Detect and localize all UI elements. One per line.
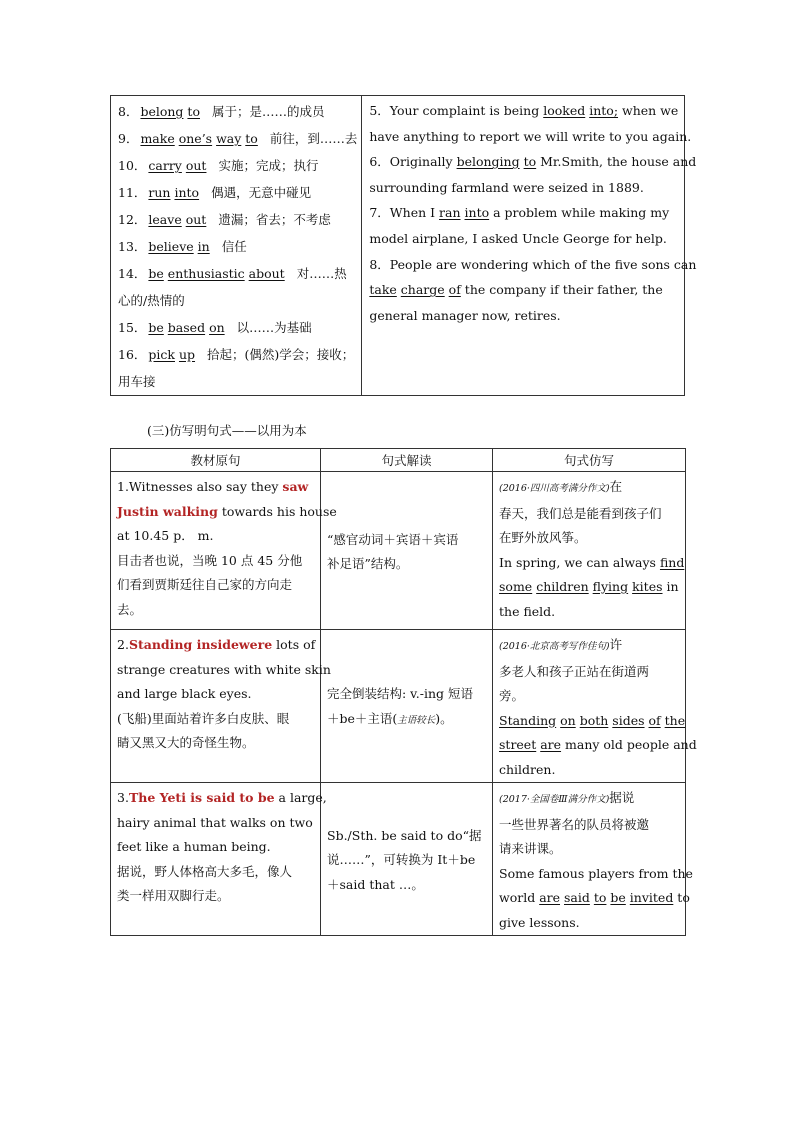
underlined-word: to — [523, 154, 537, 170]
text-segment: 睛又黑又大的奇怪生物。 — [117, 735, 255, 750]
text-segment: the field. — [499, 603, 556, 619]
phrase-item — [118, 260, 357, 314]
text-segment: general manager now, retires. — [369, 307, 561, 323]
phrase-number: 8． — [118, 104, 139, 119]
underlined-word: run — [148, 185, 171, 200]
underlined-word: into — [174, 185, 200, 200]
phrase-number: 11． — [118, 185, 147, 200]
sentence-line — [369, 124, 696, 150]
text-segment: at 10.45 p． m. — [117, 528, 214, 543]
cell-line — [499, 862, 693, 887]
cell-line — [327, 552, 487, 577]
phrase-item — [118, 233, 357, 260]
cell-line — [327, 682, 487, 707]
cell-original — [111, 783, 327, 936]
underlined-word: ran — [439, 205, 461, 221]
table-row — [111, 783, 686, 936]
text-segment: 7．When I — [369, 205, 440, 221]
text-segment: 据说 — [609, 790, 635, 805]
cell-line — [117, 573, 315, 598]
text-segment: 6．Originally — [369, 154, 457, 170]
text-segment: strange creatures with white skin — [117, 661, 331, 677]
cell-line — [117, 682, 315, 707]
underlined-word: charge — [400, 282, 445, 298]
text-segment: 补足语”结构。 — [327, 556, 409, 571]
source-tag: (2016·北京高考写作佳句) — [499, 641, 610, 652]
text-segment: 8．People are wondering which of the five sons can — [369, 256, 697, 272]
underlined-word: about — [248, 266, 285, 281]
cell-line — [499, 886, 690, 911]
underlined-word: sides — [612, 712, 645, 728]
text-segment: 说……”，可转换为 It＋be — [327, 852, 476, 868]
cell-line — [499, 600, 680, 625]
cell-analysis — [321, 472, 493, 630]
text-segment: 类一样用双脚行走。 — [117, 888, 230, 903]
example-sentences — [362, 96, 700, 395]
underlined-word: make — [140, 131, 175, 146]
underlined-word: kites — [632, 579, 663, 594]
phrase-number: 15． — [118, 320, 147, 335]
underlined-word: are — [540, 737, 562, 752]
phrase-table — [110, 95, 697, 396]
phrase-number: 13． — [118, 239, 147, 254]
underlined-word: on — [209, 320, 225, 335]
cell-line — [117, 500, 337, 525]
text-segment: children. — [499, 761, 556, 777]
cell-line — [117, 598, 315, 623]
phrase-list — [111, 96, 362, 395]
phrase-item — [118, 152, 357, 179]
underlined-word: of — [448, 282, 461, 298]
text-segment: surrounding farmland were seized in 1889. — [369, 179, 644, 195]
text-segment: 们看到贾斯廷往自己家的方向走 — [117, 577, 293, 592]
underlined-word: believe — [148, 239, 194, 254]
text-segment: 请来讲课。 — [499, 841, 562, 856]
underlined-word: to — [187, 104, 200, 119]
underlined-word: out — [185, 158, 207, 173]
underlined-word: way — [216, 131, 242, 146]
table-row — [111, 630, 686, 783]
text-segment: 在野外放风筝。 — [499, 530, 587, 545]
underlined-word: children — [536, 579, 589, 594]
underlined-word: some — [499, 579, 533, 594]
source-tag: (2016·四川高考满分作文) — [499, 483, 610, 494]
phrase-number: 10． — [118, 158, 147, 173]
cell-line — [499, 813, 680, 838]
text-segment: 1.Witnesses also say they — [117, 479, 283, 494]
sentence-line — [369, 98, 696, 124]
underlined-word: on — [560, 712, 576, 728]
underlined-word: be — [610, 890, 626, 905]
underlined-word: up — [178, 347, 196, 362]
cell-line — [117, 786, 327, 811]
cell-line — [117, 860, 315, 885]
cell-line — [499, 575, 680, 600]
underlined-word: flying — [592, 579, 629, 594]
cell-imitation — [493, 472, 686, 630]
source-tag: 主语较长 — [397, 714, 436, 726]
text-segment: to — [673, 890, 690, 905]
underlined-word: of — [648, 712, 661, 728]
text-segment: model airplane, I asked Uncle George for help. — [369, 230, 667, 246]
phrase-number: 12． — [118, 212, 147, 227]
text-segment: 春天，我们总是能看到孩子们 — [499, 505, 662, 521]
text-segment: a large, — [274, 790, 327, 805]
text-segment: 目击者也说，当晚 10 点 45 分他 — [117, 552, 303, 568]
cell-line — [499, 709, 686, 734]
cell-line — [499, 475, 680, 502]
text-segment: hairy animal that walks on two — [117, 814, 313, 830]
sentence-line — [369, 303, 696, 329]
cell-line — [117, 658, 331, 683]
sentence-line — [369, 252, 696, 278]
text-segment: 据说，野人体格高大多毛，像人 — [117, 863, 293, 879]
text-segment: when we — [618, 103, 679, 118]
sentence-line — [369, 277, 696, 303]
phrase-item — [118, 179, 357, 206]
text-segment: (飞船)里面站着许多白皮肤、眼 — [117, 710, 290, 726]
text-segment: lots of — [272, 637, 316, 652]
cell-line — [327, 873, 487, 898]
cell-line — [499, 551, 685, 576]
source-tag: (2017·全国卷Ⅲ满分作文) — [499, 794, 610, 805]
cell-line — [117, 731, 315, 756]
cell-line — [499, 758, 680, 783]
text-segment: 2. — [117, 637, 129, 652]
cell-line — [499, 633, 680, 660]
sentence-line — [369, 149, 696, 175]
text-segment: “感官动词＋宾语＋宾语 — [327, 531, 459, 547]
underlined-word: looked — [543, 103, 586, 118]
phrase-item — [118, 314, 357, 341]
underlined-word: the — [664, 712, 686, 728]
cell-line — [327, 707, 487, 734]
underlined-word: in — [197, 239, 210, 254]
highlighted-text: Justin walking — [117, 503, 218, 519]
text-segment: the company if their father, the — [460, 282, 663, 298]
phrase-meaning: 拾起；(偶然)学会；接收；用车接 — [118, 347, 355, 389]
cell-line — [327, 528, 487, 553]
underlined-word: street — [499, 737, 537, 752]
underlined-word: Standing — [499, 712, 557, 728]
phrase-meaning: 以……为基础 — [236, 320, 312, 335]
table-header-row — [111, 449, 686, 472]
text-segment: ＋be＋主语( — [327, 710, 398, 726]
underlined-word: both — [579, 712, 609, 728]
cell-line — [117, 475, 315, 500]
cell-line — [327, 824, 487, 849]
cell-line — [117, 549, 315, 574]
phrase-item — [118, 98, 357, 125]
text-segment: world — [499, 890, 540, 905]
text-segment: have anything to report we will write to you again. — [369, 128, 692, 144]
cell-line — [117, 633, 315, 658]
text-segment: 去。 — [117, 601, 143, 617]
cell-line — [117, 835, 315, 860]
underlined-word: enthusiastic — [167, 266, 245, 281]
underlined-word: be — [148, 320, 164, 335]
cell-original — [111, 472, 337, 630]
text-segment: a problem while making my — [489, 205, 670, 221]
underlined-word: into; — [589, 103, 619, 118]
cell-imitation — [493, 783, 693, 936]
phrase-number: 16． — [118, 347, 147, 362]
sentence-line — [369, 226, 696, 252]
phrase-number: 14． — [118, 266, 147, 281]
underlined-word: take — [369, 282, 397, 298]
header-original: 教材原句 — [111, 449, 321, 472]
underlined-word: invited — [629, 890, 674, 905]
underlined-word: to — [593, 890, 607, 905]
text-segment: 5．Your complaint is being — [369, 103, 544, 118]
underlined-word: belong — [140, 104, 184, 119]
phrase-meaning: 信任 — [221, 239, 247, 254]
text-segment: feet like a human being. — [117, 839, 271, 854]
phrase-meaning: 遗漏；省去；不考虑 — [218, 212, 331, 227]
text-segment: 完全倒装结构: v.-ing 短语 — [327, 686, 473, 701]
text-segment: 许 — [609, 637, 623, 652]
underlined-word: said — [564, 890, 590, 905]
cell-line — [499, 526, 680, 551]
text-segment: 旁。 — [499, 688, 525, 703]
phrase-meaning: 对……热心的/热情的 — [118, 266, 347, 308]
text-segment: give lessons. — [499, 914, 580, 930]
underlined-word: pick — [148, 347, 175, 362]
phrase-item — [118, 206, 357, 233]
text-segment: Some famous players from the — [499, 865, 693, 881]
underlined-word: into — [464, 205, 490, 221]
underlined-word: one’s — [178, 131, 213, 146]
text-segment: in — [662, 579, 679, 594]
underlined-word: are — [539, 890, 561, 905]
cell-line — [499, 660, 680, 685]
text-segment: 一些世界著名的队员将被邀 — [499, 816, 650, 832]
highlighted-text: Standing inside — [128, 637, 239, 652]
highlighted-text: were — [238, 637, 273, 652]
text-segment: towards his house — [217, 503, 337, 519]
cell-line — [117, 707, 315, 732]
header-imitation: 句式仿写 — [493, 449, 686, 472]
phrase-item — [118, 341, 357, 395]
underlined-word: find — [659, 554, 685, 570]
text-segment: 3. — [117, 790, 129, 805]
sentence-pattern-table — [110, 448, 697, 936]
underlined-word: to — [245, 131, 258, 146]
cell-original — [111, 630, 331, 783]
cell-analysis — [321, 783, 493, 936]
cell-line — [499, 733, 697, 758]
text-segment: )。 — [435, 710, 453, 726]
text-segment: Sb./Sth. be said to do“据 — [327, 827, 482, 843]
cell-line — [499, 911, 680, 936]
text-segment: and large black eyes. — [117, 686, 252, 701]
cell-line — [117, 811, 315, 836]
table-row — [111, 472, 686, 630]
underlined-word: leave — [148, 212, 182, 227]
underlined-word: carry — [148, 158, 182, 173]
cell-line — [499, 786, 680, 813]
phrase-item — [118, 125, 357, 152]
cell-line — [499, 684, 680, 709]
cell-line — [327, 848, 487, 873]
cell-line — [117, 524, 315, 549]
text-segment: 多老人和孩子正站在街道两 — [499, 663, 650, 679]
underlined-word: belonging — [456, 154, 520, 170]
phrase-number: 9． — [118, 131, 139, 146]
phrase-meaning: 属于；是……的成员 — [211, 104, 325, 119]
sentence-line — [369, 200, 696, 226]
underlined-word: based — [167, 320, 206, 335]
text-segment: ＋said that …。 — [327, 876, 424, 892]
cell-line — [499, 502, 680, 527]
phrase-meaning: 偶遇，无意中碰见 — [211, 185, 312, 200]
cell-imitation — [493, 630, 697, 783]
text-segment: many old people and — [561, 737, 697, 752]
underlined-word: out — [185, 212, 207, 227]
sentence-line — [369, 175, 696, 201]
text-segment: 在 — [609, 479, 623, 494]
underlined-word: be — [148, 266, 164, 281]
text-segment: In spring, we can always — [499, 554, 660, 570]
phrase-meaning: 实施；完成；执行 — [218, 158, 319, 173]
cell-line — [117, 884, 315, 909]
cell-analysis — [321, 630, 493, 783]
text-segment: Mr.Smith, the house and — [536, 154, 697, 170]
header-analysis: 句式解读 — [321, 449, 493, 472]
cell-line — [499, 837, 680, 862]
phrase-meaning: 前往，到……去 — [269, 131, 358, 146]
highlighted-text: saw — [282, 479, 309, 494]
section-title: (三)仿写明句式——以用为本 — [147, 423, 307, 438]
highlighted-text: The Yeti is said to be — [128, 790, 275, 805]
